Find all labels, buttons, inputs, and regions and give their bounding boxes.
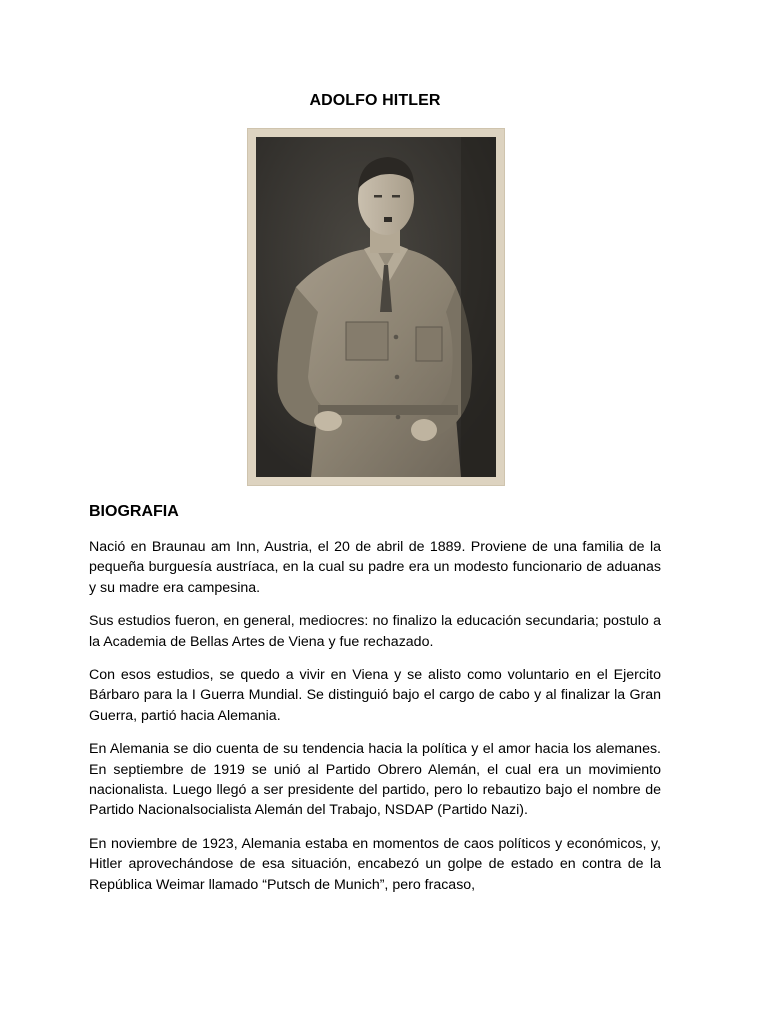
document-title: ADOLFO HITLER [309,92,441,109]
paragraph: Con esos estudios, se quedo a vivir en Viena y se alisto como voluntario en el Ejercito Bárbaro para la I Guerra Mundial. Se distinguió bajo el cargo de cabo y al finalizar la Gran Guerra, partió hacia Alemania. [89,667,661,724]
biography-body [89,537,661,908]
portrait-illustration [256,137,496,477]
portrait-photo [256,137,496,477]
paragraph: Nació en Braunau am Inn, Austria, el 20 de abril de 1889. Proviene de una familia de la pequeña burguesía austríaca, en la cual su padre era un modesto funcionario de aduanas y su madre era campesina. [89,539,661,596]
section-heading-biografia: BIOGRAFIA [89,503,179,520]
paragraph: En Alemania se dio cuenta de su tendencia hacia la política y el amor hacia los alemanes. En septiembre de 1919 se unió al Partido Obrero Alemán, el cual era un movimiento nacionalista. Luego llegó a ser presidente del partido, pero lo rebautizo bajo el nombre de Partido Nacionalsocialista Alemán del Trabajo, NSDAP (Partido Nazi). [89,741,661,819]
paragraph: Sus estudios fueron, en general, mediocres: no finalizo la educación secundaria; postulo a la Academia de Bellas Artes de Viena y fue rechazado. [89,613,661,650]
portrait-photo-frame [247,128,505,486]
paragraph: En noviembre de 1923, Alemania estaba en momentos de caos políticos y económicos, y, Hitler aprovechándose de esa situación, encabezó un golpe de estado en contra de la República Weimar llamado “Putsch de Munich”, pero fracaso, [89,835,661,893]
